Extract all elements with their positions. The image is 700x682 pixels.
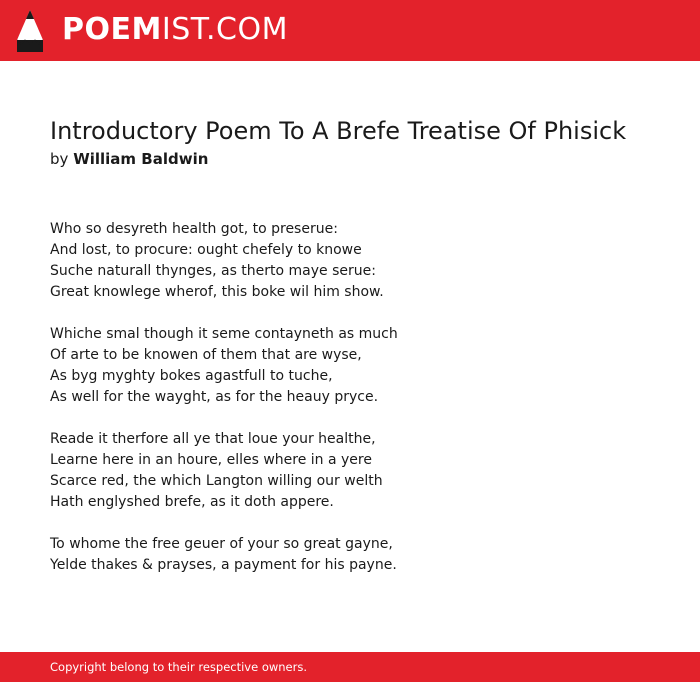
stanza: [50, 429, 398, 513]
poem-line: Suche naturall thynges, as therto maye serue:: [50, 263, 376, 279]
pencil-tip-icon[interactable]: [17, 10, 43, 52]
poem-line: Whiche smal though it seme contayneth as much: [50, 326, 398, 342]
byline: [50, 149, 208, 169]
poem-title: Introductory Poem To A Brefe Treatise Of Phisick: [50, 117, 627, 145]
poem-line: Reade it therfore all ye that loue your healthe,: [50, 431, 376, 447]
poem-line: Learne here in an houre, elles where in a yere: [50, 452, 372, 468]
poem-line: And lost, to procure: ought chefely to knowe: [50, 242, 362, 258]
poem-line: As well for the wayght, as for the heauy pryce.: [50, 389, 379, 405]
author-name: William Baldwin: [73, 150, 209, 168]
poem-line: Hath englyshed brefe, as it doth appere.: [50, 494, 334, 510]
poem-line: As byg myghty bokes agastfull to tuche,: [50, 368, 333, 384]
poem-line: To whome the free geuer of your so great gayne,: [50, 536, 393, 552]
poem-line: Yelde thakes & prayses, a payment for his payne.: [50, 557, 397, 573]
site-footer: [0, 652, 700, 682]
poem-line: Who so desyreth health got, to preserue:: [50, 221, 338, 237]
stanza: [50, 219, 398, 303]
poem-line: Scarce red, the which Langton willing our welth: [50, 473, 383, 489]
poem-line: Great knowlege wherof, this boke wil him show.: [50, 284, 384, 300]
stanza: [50, 324, 398, 408]
by-label: by: [50, 150, 69, 168]
poem-line: Of arte to be knowen of them that are wyse,: [50, 347, 362, 363]
logo-bold-text: POEM: [62, 12, 162, 47]
poem-body: [50, 219, 398, 597]
copyright-text: Copyright belong to their respective owners.: [50, 660, 308, 674]
site-header: [0, 0, 700, 61]
stanza: [50, 534, 398, 576]
site-logo[interactable]: [62, 12, 288, 48]
logo-light-text: IST.COM: [161, 12, 288, 47]
